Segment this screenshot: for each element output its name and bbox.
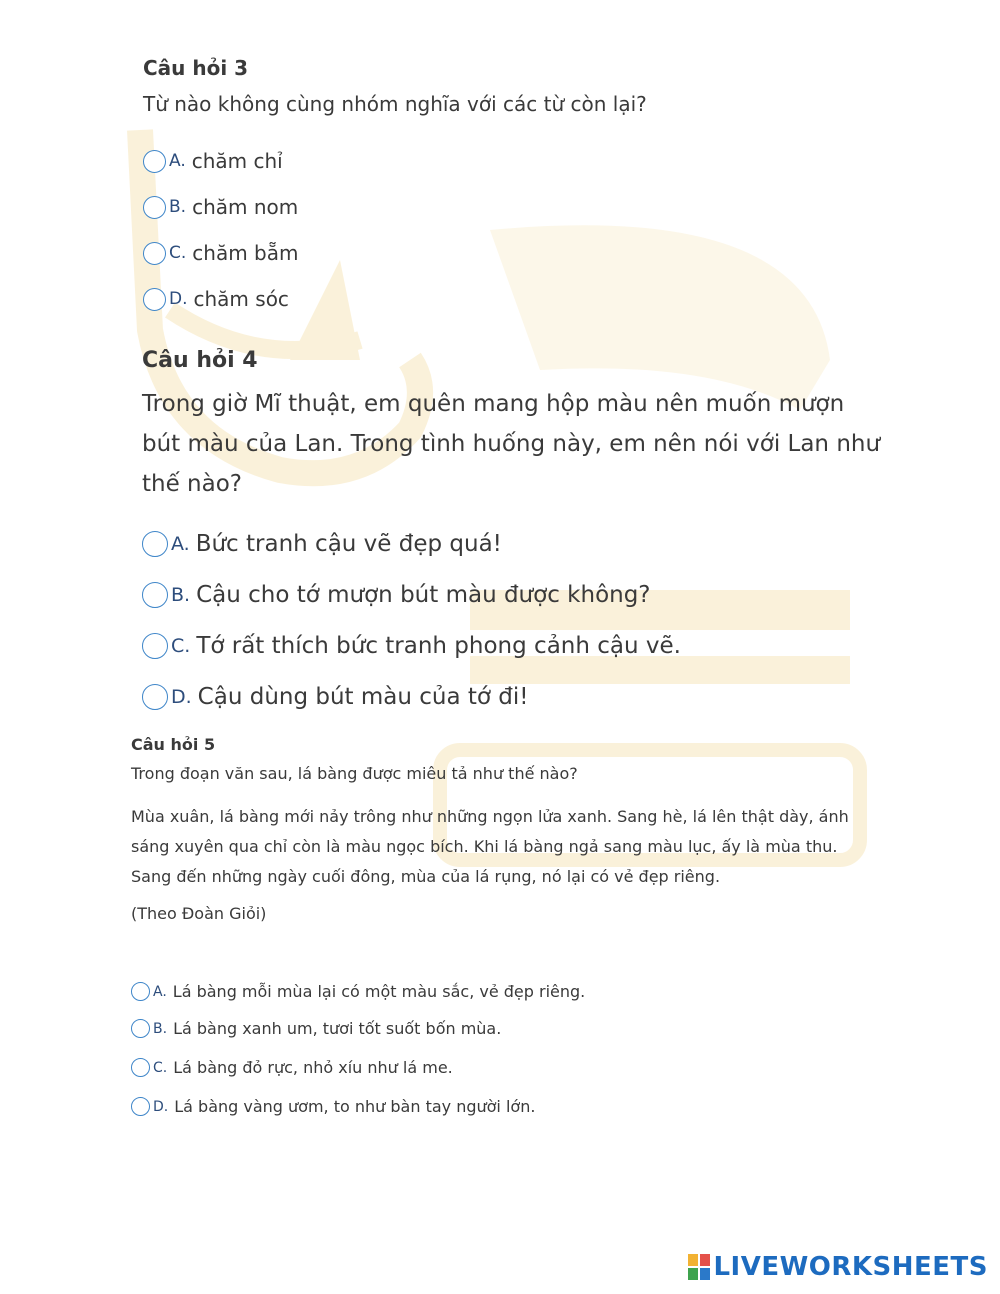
option-text: chăm sóc — [193, 287, 289, 311]
question-3 — [143, 54, 647, 311]
question-4-option-c[interactable] — [142, 633, 681, 659]
option-text: chăm chỉ — [191, 149, 283, 173]
radio-button[interactable] — [142, 633, 168, 659]
question-4-title: Câu hỏi 4 — [142, 348, 258, 373]
question-5-option-a[interactable] — [131, 982, 585, 1001]
option-letter: B. — [153, 1020, 168, 1037]
radio-button[interactable] — [142, 582, 168, 608]
question-5-option-d[interactable] — [131, 1097, 535, 1116]
option-text: Bức tranh cậu vẽ đẹp quá! — [195, 531, 502, 557]
question-3-option-a[interactable] — [143, 149, 283, 173]
liveworksheets-brand[interactable] — [688, 1252, 988, 1282]
question-3-title: Câu hỏi 3 — [143, 56, 249, 80]
option-text: chăm bẵm — [192, 241, 299, 265]
liveworksheets-logo-icon — [688, 1254, 710, 1280]
question-5 — [131, 733, 873, 1116]
option-letter: A. — [169, 151, 186, 171]
radio-button[interactable] — [131, 1058, 150, 1077]
question-3-prompt: Từ nào không cùng nhóm nghĩa với các từ còn lại? — [143, 92, 647, 116]
question-4-prompt: Trong giờ Mĩ thuật, em quên mang hộp màu nên muốn mượn bút màu của Lan. Trong tình huống này, em nên nói với Lan như thế nào? — [142, 391, 881, 497]
option-letter: D. — [153, 1098, 169, 1115]
radio-button[interactable] — [143, 242, 166, 265]
question-5-option-c[interactable] — [131, 1058, 453, 1077]
radio-button[interactable] — [131, 1019, 150, 1038]
question-4-option-d[interactable] — [142, 684, 529, 710]
option-letter: B. — [169, 197, 187, 217]
radio-button[interactable] — [143, 288, 166, 311]
option-letter: A. — [153, 983, 167, 1000]
option-text: chăm nom — [192, 195, 299, 219]
option-letter: C. — [171, 635, 191, 657]
option-text: Lá bàng vàng ươm, to như bàn tay người lớn. — [174, 1097, 536, 1116]
option-text: Lá bàng mỗi mùa lại có một màu sắc, vẻ đẹp riêng. — [172, 982, 586, 1001]
question-5-title: Câu hỏi 5 — [131, 735, 216, 754]
question-5-option-b[interactable] — [131, 1019, 501, 1038]
question-5-passage: Mùa xuân, lá bàng mới nảy trông như những ngọn lửa xanh. Sang hè, lá lên thật dày, ánh sáng xuyên qua chỉ còn là màu ngọc bích. Khi lá bàng ngả sang màu lục, ấy là mùa thu. Sang đến những ngày cuối đông, mùa của lá rụng, nó lại có vẻ đẹp riêng. — [131, 807, 849, 886]
option-letter: C. — [169, 243, 187, 263]
option-letter: C. — [153, 1059, 168, 1076]
radio-button[interactable] — [142, 531, 168, 557]
question-4 — [142, 345, 882, 710]
option-letter: D. — [169, 289, 188, 309]
question-4-option-b[interactable] — [142, 582, 651, 608]
option-letter: A. — [171, 533, 190, 555]
option-text: Tớ rất thích bức tranh phong cảnh cậu vẽ. — [196, 633, 681, 659]
option-letter: B. — [171, 584, 191, 606]
radio-button[interactable] — [143, 196, 166, 219]
question-4-option-a[interactable] — [142, 531, 502, 557]
radio-button[interactable] — [142, 684, 168, 710]
radio-button[interactable] — [131, 1097, 150, 1116]
radio-button[interactable] — [143, 150, 166, 173]
question-5-prompt: Trong đoạn văn sau, lá bàng được miêu tả như thế nào? — [131, 764, 578, 783]
question-3-option-c[interactable] — [143, 241, 298, 265]
option-text: Cậu cho tớ mượn bút màu được không? — [196, 582, 651, 608]
brand-name: LIVEWORKSHEETS — [713, 1252, 988, 1282]
radio-button[interactable] — [131, 982, 150, 1001]
question-3-option-b[interactable] — [143, 195, 298, 219]
option-text: Lá bàng xanh um, tươi tốt suốt bốn mùa. — [173, 1019, 502, 1038]
question-5-source: (Theo Đoàn Giỏi) — [131, 904, 267, 923]
option-text: Lá bàng đỏ rực, nhỏ xíu như lá me. — [173, 1058, 453, 1077]
option-text: Cậu dùng bút màu của tớ đi! — [197, 684, 529, 710]
option-letter: D. — [171, 686, 192, 708]
question-3-option-d[interactable] — [143, 287, 289, 311]
